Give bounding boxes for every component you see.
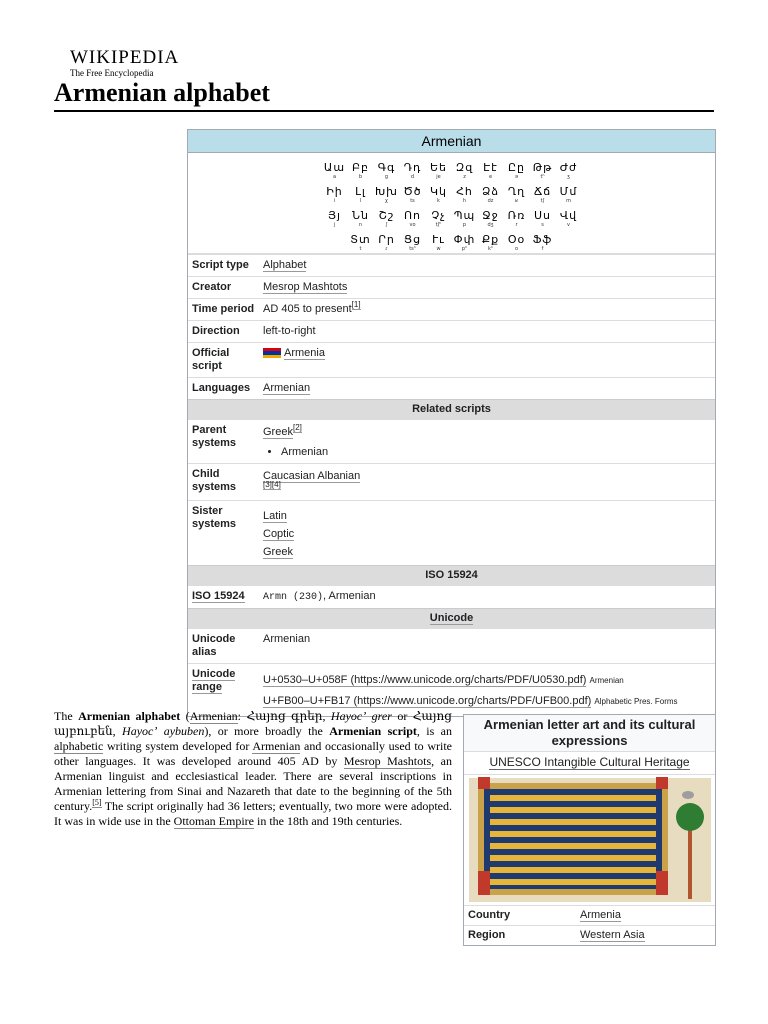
page-title: Armenian alphabet	[54, 78, 270, 107]
letter-glyph	[348, 161, 374, 180]
letter-ipa: ʒ	[567, 174, 570, 180]
letter-form: Խխ	[375, 185, 398, 198]
text: The script originally had 36 letters; eventually, two more were adopted. It was in wide use in the	[54, 799, 452, 828]
letter-ipa: p	[462, 222, 467, 228]
link-armenian-2[interactable]: Armenian	[252, 739, 301, 753]
letter-glyph	[556, 161, 582, 180]
letter-form: Հհ	[456, 185, 473, 198]
link-armenian-lang[interactable]: Armenian	[189, 709, 238, 723]
letter-ipa: g	[384, 174, 389, 180]
label-direction: Direction	[192, 325, 240, 337]
letter-form: Պպ	[453, 209, 476, 222]
letter-glyph	[478, 185, 504, 204]
link-armenian-language[interactable]: Armenian	[263, 382, 311, 394]
letter-form: Քք	[481, 233, 500, 246]
range-2-note: Alphabetic Pres. Forms	[594, 697, 678, 706]
row-direction	[188, 320, 715, 342]
link-coptic[interactable]: Coptic	[263, 528, 295, 540]
letter-glyph	[530, 233, 556, 252]
link-unesco-ich[interactable]: UNESCO Intangible Cultural Heritage	[489, 755, 690, 769]
letter-form: Էէ	[483, 161, 498, 174]
letter-ipa: pʰ	[461, 246, 468, 252]
text: in the 18th and 19th centuries.	[253, 814, 403, 828]
row-script-type	[188, 254, 715, 276]
letter-glyph	[504, 161, 530, 180]
letter-glyph	[374, 185, 400, 204]
letter-glyph	[374, 161, 400, 180]
letter-form: Ոո	[403, 209, 422, 222]
letter-form: Ջջ	[482, 209, 499, 222]
label-country: Country	[468, 909, 511, 921]
letter-glyph	[478, 161, 504, 180]
letter-form: Ձձ	[481, 185, 500, 198]
label-unicode-alias: Unicode alias	[192, 633, 236, 658]
iso-code: Armn (230)	[263, 592, 324, 603]
text: , an Armenian linguist and ecclesiastical leader. There are several inscriptions in Armenian lettering from Sinai and Nazareth that date to the beginning of the 5th century.	[54, 754, 453, 813]
parent-child-item: • Armenian	[281, 445, 711, 459]
label-parent-systems: Parent systems	[192, 424, 237, 449]
time-period-value: AD 405 to present	[263, 303, 352, 315]
letter-form: Աա	[323, 161, 346, 174]
section-related-scripts: Related scripts	[188, 399, 715, 419]
letter-ipa: ʁ	[514, 198, 519, 204]
text: writing system developed for	[103, 739, 253, 753]
letter-form: Ժժ	[559, 161, 578, 174]
letter-glyph	[374, 233, 400, 252]
label-creator: Creator	[192, 281, 232, 293]
letter-form: Դդ	[403, 161, 422, 174]
label-time-period: Time period	[192, 303, 255, 315]
letter-ipa: tʃ	[540, 198, 545, 204]
letter-form: Իի	[326, 185, 343, 198]
unesco-row-country	[464, 905, 715, 925]
link-alphabetic[interactable]: alphabetic	[54, 739, 104, 753]
letter-ipa: t	[359, 246, 362, 252]
letter-glyph	[400, 161, 426, 180]
letter-glyph	[348, 233, 374, 252]
letter-form: Ֆֆ	[532, 233, 553, 246]
label-sister-systems: Sister systems	[192, 505, 237, 530]
iso-name: , Armenian	[323, 590, 376, 602]
letter-form: Սս	[533, 209, 552, 222]
row-sister-systems	[188, 500, 715, 565]
letter-ipa: f	[541, 246, 544, 252]
row-official-script	[188, 342, 715, 377]
letter-form: Ղղ	[507, 185, 526, 198]
letter-ipa: χ	[385, 198, 388, 204]
letter-ipa: n	[358, 222, 363, 228]
row-unicode-alias	[188, 628, 715, 663]
ref-1[interactable]: [1]	[351, 300, 361, 310]
ref-3-4[interactable]: [3][4]	[263, 480, 281, 490]
letter-ipa: l	[359, 198, 362, 204]
transliteration-2: Hayocʼ aybuben	[122, 724, 205, 738]
letter-ipa: tʰ	[540, 174, 545, 180]
link-greek-sister[interactable]: Greek	[263, 546, 293, 558]
alphabet-sample-image[interactable]	[188, 153, 715, 254]
manuscript-illustration	[464, 775, 715, 905]
text: The	[54, 709, 79, 723]
link-mesrop-mashtots[interactable]: Mesrop Mashtots	[263, 281, 348, 293]
letter-glyph	[452, 185, 478, 204]
letter-glyph	[504, 233, 530, 252]
letter-ipa: j	[333, 222, 336, 228]
glyph-row	[188, 233, 715, 253]
letter-glyph	[322, 209, 348, 228]
letter-ipa: ts	[410, 198, 415, 204]
letter-ipa: ɾ	[385, 246, 388, 252]
letter-form: Տտ	[350, 233, 371, 246]
label-script-type: Script type	[192, 259, 249, 271]
glyph-row	[188, 209, 715, 229]
letter-glyph	[504, 209, 530, 228]
link-latin[interactable]: Latin	[263, 510, 287, 522]
label-child-systems: Child systems	[192, 468, 237, 493]
letter-form: Բբ	[351, 161, 370, 174]
ref-5[interactable]: [5]	[92, 798, 102, 807]
wikipedia-logo[interactable]	[70, 47, 180, 78]
letter-ipa: m	[566, 198, 571, 204]
ref-2[interactable]: [2]	[292, 423, 302, 433]
letter-form: Շշ	[378, 209, 395, 222]
link-armenia[interactable]: Armenia	[284, 347, 325, 359]
letter-ipa: k	[437, 198, 440, 204]
row-parent-systems	[188, 419, 715, 463]
letter-ipa: h	[462, 198, 467, 204]
label-region: Region	[468, 929, 506, 941]
link-unicode-range-2[interactable]: U+FB00–U+FB17 (https://www.unicode.org/charts/PDF/UFB00.pdf)	[263, 695, 592, 707]
letter-glyph	[426, 233, 452, 252]
letter-glyph	[400, 185, 426, 204]
letter-glyph	[452, 161, 478, 180]
letter-glyph	[374, 209, 400, 228]
letter-glyph	[530, 209, 556, 228]
bold-term-2: Armenian script	[329, 724, 417, 738]
direction-value: left-to-right	[263, 325, 316, 337]
link-greek-parent[interactable]: Greek	[263, 426, 293, 438]
text: (	[180, 709, 190, 723]
letter-form: Լլ	[355, 185, 366, 198]
letter-ipa: r	[515, 222, 518, 228]
letter-form: Ցց	[403, 233, 422, 246]
title-divider	[54, 110, 714, 112]
letter-ipa: tsʰ	[409, 246, 416, 252]
infobox	[187, 129, 716, 717]
bold-term: Armenian alphabet	[78, 709, 181, 723]
letter-ipa: z	[463, 174, 466, 180]
link-unicode[interactable]: Unicode	[429, 612, 474, 624]
letter-ipa: e	[488, 174, 493, 180]
link-country-armenia[interactable]: Armenia	[580, 909, 621, 921]
letter-glyph	[478, 209, 504, 228]
letter-ipa: d	[410, 174, 415, 180]
row-creator	[188, 276, 715, 298]
unicode-alias-value: Armenian	[263, 633, 311, 645]
letter-glyph	[322, 161, 348, 180]
logo-wordmark: WIKIPEDIA	[70, 47, 180, 68]
text: , is an	[416, 724, 452, 738]
link-ottoman-empire[interactable]: Ottoman Empire	[173, 814, 254, 828]
letter-ipa: vo	[409, 222, 416, 228]
letter-form: Զզ	[455, 161, 474, 174]
article-body	[54, 709, 452, 829]
transliteration-1: Hayocʼ grer	[330, 709, 392, 723]
link-western-asia[interactable]: Western Asia	[580, 929, 645, 941]
link-caucasian-albanian[interactable]: Caucasian Albanian	[263, 470, 361, 482]
armenia-flag-icon[interactable]	[263, 348, 281, 358]
letter-glyph	[478, 233, 504, 252]
letter-glyph	[348, 185, 374, 204]
label-official-script: Official script	[192, 347, 230, 372]
letter-form: Ծծ	[403, 185, 422, 198]
letter-form: Փփ	[453, 233, 476, 246]
letter-form: Մմ	[559, 185, 578, 198]
letter-glyph	[400, 233, 426, 252]
letter-glyph	[530, 185, 556, 204]
row-languages	[188, 377, 715, 399]
letter-glyph	[504, 185, 530, 204]
letter-glyph	[556, 185, 582, 204]
letter-ipa: ʃ	[385, 222, 388, 228]
letter-ipa: dz	[487, 198, 494, 204]
letter-ipa: ə	[514, 174, 519, 180]
infobox-header: Armenian	[188, 130, 715, 153]
range-1-note: Armenian	[589, 676, 624, 685]
letter-form: Կկ	[429, 185, 448, 198]
link-unicode-range-1[interactable]: U+0530–U+058F (https://www.unicode.org/charts/PDF/U0530.pdf)	[263, 674, 587, 686]
letter-glyph	[400, 209, 426, 228]
letter-ipa: kʰ	[488, 246, 493, 252]
row-time-period	[188, 298, 715, 320]
row-iso	[188, 585, 715, 608]
letter-form: Վվ	[559, 209, 578, 222]
unesco-box	[463, 714, 716, 946]
unesco-title: Armenian letter art and its cultural expressions	[464, 715, 715, 751]
letter-glyph	[322, 185, 348, 204]
letter-form: Գգ	[377, 161, 396, 174]
letter-glyph	[426, 209, 452, 228]
letter-glyph	[530, 161, 556, 180]
letter-form: Թթ	[532, 161, 553, 174]
letter-form: Եե	[429, 161, 448, 174]
letter-form: Րր	[378, 233, 395, 246]
letter-ipa: tʃʰ	[435, 222, 442, 228]
text: or Հայոց այբուբեն,	[54, 709, 452, 738]
letter-ipa: dʒ	[487, 222, 494, 228]
letter-form: Ըը	[507, 161, 526, 174]
letter-form: Յյ	[328, 209, 341, 222]
row-child-systems	[188, 463, 715, 500]
link-unicode-range[interactable]: Unicode range	[192, 668, 236, 693]
glyph-row	[188, 161, 715, 181]
letter-ipa: i	[333, 198, 336, 204]
link-alphabet[interactable]: Alphabet	[263, 259, 307, 271]
letter-ipa: v	[567, 222, 570, 228]
text: ), or more broadly the	[204, 724, 330, 738]
letter-form: Նն	[352, 209, 369, 222]
link-mesrop-mashtots-text[interactable]: Mesrop Mashtots	[343, 754, 432, 768]
logo-tagline: The Free Encyclopedia	[70, 68, 154, 78]
letter-glyph	[452, 233, 478, 252]
letter-glyph	[426, 161, 452, 180]
link-iso-15924[interactable]: ISO 15924	[192, 590, 245, 602]
manuscript-image[interactable]	[464, 774, 715, 905]
letter-form: Ռռ	[507, 209, 526, 222]
letter-ipa: je	[436, 174, 441, 180]
letter-form: Ււ	[432, 233, 445, 246]
label-languages: Languages	[192, 382, 251, 394]
letter-ipa: b	[358, 174, 363, 180]
letter-ipa: o	[514, 246, 519, 252]
letter-glyph	[426, 185, 452, 204]
letter-ipa: a	[332, 174, 337, 180]
glyph-row	[188, 185, 715, 205]
letter-form: Ճճ	[533, 185, 552, 198]
letter-glyph	[452, 209, 478, 228]
letter-form: Չչ	[431, 209, 446, 222]
letter-ipa: w	[436, 246, 441, 252]
letter-glyph	[348, 209, 374, 228]
section-unicode	[188, 608, 715, 628]
letter-ipa: s	[541, 222, 544, 228]
unesco-row-region	[464, 925, 715, 945]
text: and occasionally used to write other languages. It was developed around 405 AD by	[54, 739, 453, 768]
section-iso-15924: ISO 15924	[188, 565, 715, 585]
letter-glyph	[556, 209, 582, 228]
text: : Հայոց գրեր,	[237, 709, 331, 723]
letter-form: Օօ	[507, 233, 526, 246]
